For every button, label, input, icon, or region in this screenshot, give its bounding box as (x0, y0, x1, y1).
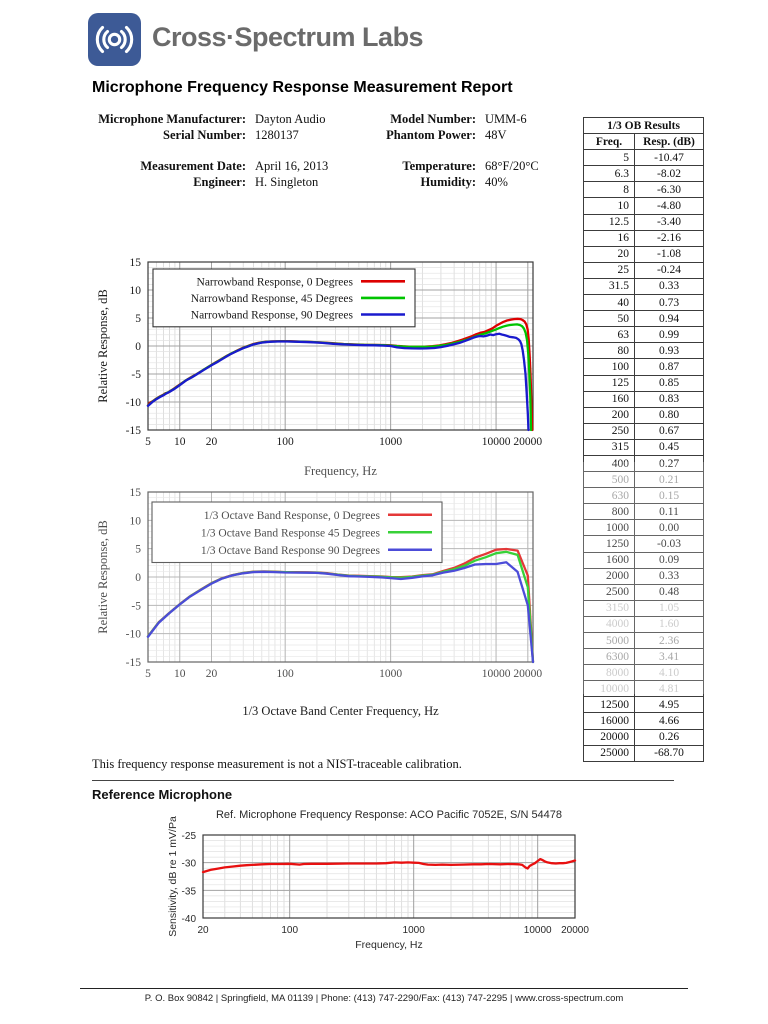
svg-text:1/3 Octave Band Response, 0 De: 1/3 Octave Band Response, 0 Degrees (203, 509, 380, 522)
narrowband-response-chart (94, 248, 564, 480)
ob-resp-cell: 0.45 (635, 439, 704, 455)
ob-resp-cell: 1.05 (635, 600, 704, 616)
ob-resp-cell: -8.02 (635, 166, 704, 182)
ob-resp-cell: -6.30 (635, 182, 704, 198)
ob-resp-cell: 0.11 (635, 504, 704, 520)
svg-text:20: 20 (197, 925, 209, 936)
svg-text:10: 10 (129, 285, 141, 297)
ob-freq-cell: 1000 (584, 520, 635, 536)
ob-resp-cell: 3.41 (635, 649, 704, 665)
svg-text:5: 5 (135, 313, 141, 325)
ob-table-row (584, 311, 704, 327)
ob-table-row (584, 536, 704, 552)
ob-freq-cell: 16000 (584, 713, 635, 729)
ob-freq-cell: 4000 (584, 616, 635, 632)
metadata-value: 68°F/20°C (485, 159, 539, 173)
ob-freq-cell: 125 (584, 375, 635, 391)
svg-text:-35: -35 (181, 886, 196, 898)
svg-text:-40: -40 (181, 914, 196, 925)
ob-freq-cell: 100 (584, 359, 635, 375)
ob-table-row (584, 230, 704, 246)
section-divider (92, 780, 674, 781)
svg-text:1/3 Octave Band Center Frequen: 1/3 Octave Band Center Frequency, Hz (242, 704, 439, 718)
ob-resp-cell: 0.87 (635, 359, 704, 375)
svg-text:Ref. Microphone Frequency Resp: Ref. Microphone Frequency Response: ACO Pacific 7052E, S/N 54478 (215, 809, 563, 821)
ob-freq-cell: 25 (584, 262, 635, 278)
ob-freq-cell: 2000 (584, 568, 635, 584)
svg-text:10000: 10000 (481, 436, 511, 448)
ob-resp-cell: -2.16 (635, 230, 704, 246)
svg-text:5: 5 (145, 668, 151, 680)
company-logo (88, 13, 141, 66)
ob-resp-cell: 0.27 (635, 455, 704, 471)
svg-text:20: 20 (205, 436, 218, 448)
svg-text:Frequency, Hz: Frequency, Hz (304, 464, 377, 478)
ob-freq-cell: 400 (584, 455, 635, 471)
metadata-label: Model Number: (390, 112, 476, 126)
ob-freq-cell: 6.3 (584, 166, 635, 182)
svg-text:-10: -10 (125, 397, 141, 409)
ob-table-row (584, 472, 704, 488)
svg-text:-25: -25 (181, 831, 196, 842)
ob-freq-cell: 12500 (584, 697, 635, 713)
svg-text:1/3 Octave Band Response 45 De: 1/3 Octave Band Response 45 Degrees (200, 527, 380, 540)
ob-freq-cell: 20 (584, 246, 635, 262)
ob-table-row (584, 745, 704, 761)
svg-text:10: 10 (173, 436, 186, 448)
ob-resp-cell: 0.09 (635, 552, 704, 568)
ob-freq-cell: 200 (584, 407, 635, 423)
ob-resp-cell: 0.67 (635, 423, 704, 439)
svg-text:Frequency, Hz: Frequency, Hz (355, 939, 423, 951)
svg-text:1000: 1000 (379, 668, 403, 680)
ob-resp-cell: -0.03 (635, 536, 704, 552)
svg-text:-15: -15 (125, 657, 141, 669)
svg-text:20000: 20000 (561, 925, 589, 936)
ob-resp-cell: -3.40 (635, 214, 704, 230)
nist-disclaimer: This frequency response measurement is not a NIST-traceable calibration. (92, 757, 462, 771)
ob-freq-cell: 2500 (584, 584, 635, 600)
ob-resp-cell: 2.36 (635, 633, 704, 649)
ob-resp-cell: 4.81 (635, 681, 704, 697)
ob-resp-cell: 0.83 (635, 391, 704, 407)
metadata-value: 48V (485, 128, 507, 142)
svg-text:10000: 10000 (523, 925, 552, 936)
ob-table-row (584, 198, 704, 214)
ob-table-row (584, 439, 704, 455)
ob-freq-cell: 50 (584, 311, 635, 327)
ob-freq-cell: 16 (584, 230, 635, 246)
ob-resp-cell: 0.85 (635, 375, 704, 391)
ob-table-row (584, 246, 704, 262)
svg-text:Relative Response, dB: Relative Response, dB (96, 520, 110, 634)
ob-freq-cell: 160 (584, 391, 635, 407)
svg-text:Narrowband Response, 45 Degree: Narrowband Response, 45 Degrees (190, 292, 353, 305)
ob-table-row (584, 665, 704, 681)
reference-microphone-heading: Reference Microphone (92, 787, 233, 802)
ob-table-row (584, 600, 704, 616)
ob-table-row (584, 568, 704, 584)
ob-resp-cell: 0.73 (635, 295, 704, 311)
ob-resp-cell: -10.47 (635, 150, 704, 166)
ob-freq-cell: 5 (584, 150, 635, 166)
metadata-label: Phantom Power: (386, 128, 476, 142)
brand-name: Cross·Spectrum Labs (152, 22, 424, 52)
ob-table-row (584, 182, 704, 198)
svg-text:-5: -5 (131, 369, 141, 381)
svg-text:Relative Response, dB: Relative Response, dB (96, 289, 110, 403)
svg-text:-15: -15 (125, 425, 141, 437)
ob-resp-cell: -0.24 (635, 262, 704, 278)
third-octave-response-chart (94, 480, 564, 720)
metadata-label: Microphone Manufacturer: (98, 112, 246, 126)
ob-resp-cell: 0.48 (635, 584, 704, 600)
svg-text:100: 100 (281, 925, 299, 936)
ob-table-row (584, 150, 704, 166)
metadata-label: Humidity: (420, 175, 476, 189)
svg-text:1000: 1000 (402, 925, 425, 936)
ob-table-row (584, 407, 704, 423)
ob-freq-cell: 315 (584, 439, 635, 455)
ob-freq-cell: 250 (584, 423, 635, 439)
page-title: Microphone Frequency Response Measurement Report (92, 79, 513, 96)
metadata-value: Dayton Audio (255, 112, 326, 126)
metadata-label: Measurement Date: (140, 159, 246, 173)
svg-text:100: 100 (276, 668, 294, 680)
ob-table-row (584, 455, 704, 471)
ob-table-row (584, 584, 704, 600)
ob-table-row (584, 359, 704, 375)
svg-text:Narrowband Response, 90 Degree: Narrowband Response, 90 Degrees (190, 309, 353, 322)
ob-table-row (584, 343, 704, 359)
ob-freq-cell: 1250 (584, 536, 635, 552)
ob-col-freq: Freq. (584, 134, 635, 150)
ob-freq-cell: 8 (584, 182, 635, 198)
ob-table-row (584, 278, 704, 294)
svg-text:20000: 20000 (513, 668, 543, 680)
ob-resp-cell: 0.80 (635, 407, 704, 423)
ob-freq-cell: 1600 (584, 552, 635, 568)
footer-address: P. O. Box 90842 | Springfield, MA 01139 | Phone: (413) 747-2290/Fax: (413) 747-2295 | www.cross-spectrum.com (144, 993, 624, 1004)
ob-resp-cell: 4.66 (635, 713, 704, 729)
ob-table-row (584, 214, 704, 230)
ob-freq-cell: 8000 (584, 665, 635, 681)
ob-resp-cell: 0.94 (635, 311, 704, 327)
ob-resp-cell: 4.95 (635, 697, 704, 713)
ob-freq-cell: 80 (584, 343, 635, 359)
metadata-group (90, 111, 560, 143)
signal-icon (88, 13, 141, 66)
svg-text:Sensitivity, dB re 1 mV/Pa: Sensitivity, dB re 1 mV/Pa (167, 816, 179, 937)
svg-text:-30: -30 (181, 858, 196, 870)
ob-table-row (584, 295, 704, 311)
ob-table-row (584, 697, 704, 713)
ob-table-row (584, 633, 704, 649)
svg-text:-10: -10 (125, 628, 141, 641)
svg-text:0: 0 (135, 572, 141, 584)
ob-table-title: 1/3 OB Results (584, 118, 704, 134)
ob-resp-cell: 0.15 (635, 488, 704, 504)
ob-col-resp: Resp. (dB) (635, 134, 704, 150)
ob-freq-cell: 10 (584, 198, 635, 214)
ob-results-table (583, 117, 704, 762)
ob-resp-cell: 0.26 (635, 729, 704, 745)
metadata-value: 40% (485, 175, 508, 189)
ob-freq-cell: 6300 (584, 649, 635, 665)
ob-resp-cell: 0.99 (635, 327, 704, 343)
svg-text:100: 100 (276, 436, 294, 448)
ob-freq-cell: 40 (584, 295, 635, 311)
metadata-label: Temperature: (402, 159, 476, 173)
svg-text:20000: 20000 (513, 436, 543, 448)
ob-table-row (584, 552, 704, 568)
ob-table-row (584, 616, 704, 632)
ob-resp-cell: 0.33 (635, 568, 704, 584)
ob-table-row (584, 262, 704, 278)
svg-text:1000: 1000 (379, 436, 403, 448)
metadata-value: H. Singleton (255, 175, 319, 189)
svg-text:15: 15 (129, 257, 141, 269)
measurement-metadata (90, 111, 560, 205)
metadata-value: 1280137 (255, 128, 299, 142)
svg-text:Narrowband Response, 0 Degrees: Narrowband Response, 0 Degrees (196, 276, 353, 289)
svg-text:20: 20 (205, 668, 218, 680)
svg-text:0: 0 (135, 341, 141, 353)
ob-table-row (584, 681, 704, 697)
ob-freq-cell: 25000 (584, 745, 635, 761)
footer-divider (80, 988, 688, 989)
ob-resp-cell: -68.70 (635, 745, 704, 761)
ob-table-row (584, 166, 704, 182)
ob-freq-cell: 10000 (584, 681, 635, 697)
metadata-label: Serial Number: (163, 128, 246, 142)
ob-freq-cell: 12.5 (584, 214, 635, 230)
svg-text:1/3 Octave Band Response 90 De: 1/3 Octave Band Response 90 Degrees (200, 544, 380, 557)
ob-freq-cell: 630 (584, 488, 635, 504)
ob-freq-cell: 800 (584, 504, 635, 520)
ob-resp-cell: -1.08 (635, 246, 704, 262)
ob-table-row (584, 649, 704, 665)
ob-freq-cell: 500 (584, 472, 635, 488)
ob-freq-cell: 5000 (584, 633, 635, 649)
ob-freq-cell: 3150 (584, 600, 635, 616)
reference-mic-chart (150, 798, 620, 953)
ob-table-row (584, 520, 704, 536)
ob-table-row (584, 327, 704, 343)
svg-text:10000: 10000 (481, 668, 511, 680)
svg-text:15: 15 (129, 487, 141, 499)
metadata-value: April 16, 2013 (255, 159, 329, 173)
ob-table-row (584, 713, 704, 729)
ob-resp-cell: 0.93 (635, 343, 704, 359)
ob-table-row (584, 488, 704, 504)
ob-freq-cell: 20000 (584, 729, 635, 745)
ob-resp-cell: 1.60 (635, 616, 704, 632)
ob-resp-cell: 0.21 (635, 472, 704, 488)
svg-text:5: 5 (135, 543, 141, 556)
svg-text:10: 10 (173, 668, 186, 680)
ob-table-row (584, 729, 704, 745)
ob-resp-cell: 4.10 (635, 665, 704, 681)
ob-table-row (584, 504, 704, 520)
ob-freq-cell: 31.5 (584, 278, 635, 294)
ob-resp-cell: 0.00 (635, 520, 704, 536)
svg-text:-5: -5 (131, 600, 141, 613)
ob-table-row (584, 423, 704, 439)
ob-freq-cell: 63 (584, 327, 635, 343)
ob-resp-cell: 0.33 (635, 278, 704, 294)
ob-resp-cell: -4.80 (635, 198, 704, 214)
metadata-label: Engineer: (193, 175, 246, 189)
svg-text:5: 5 (145, 436, 151, 448)
metadata-value: UMM-6 (485, 112, 527, 126)
metadata-group (90, 158, 560, 190)
ob-table-row (584, 391, 704, 407)
ob-table-row (584, 375, 704, 391)
svg-text:10: 10 (129, 515, 141, 528)
